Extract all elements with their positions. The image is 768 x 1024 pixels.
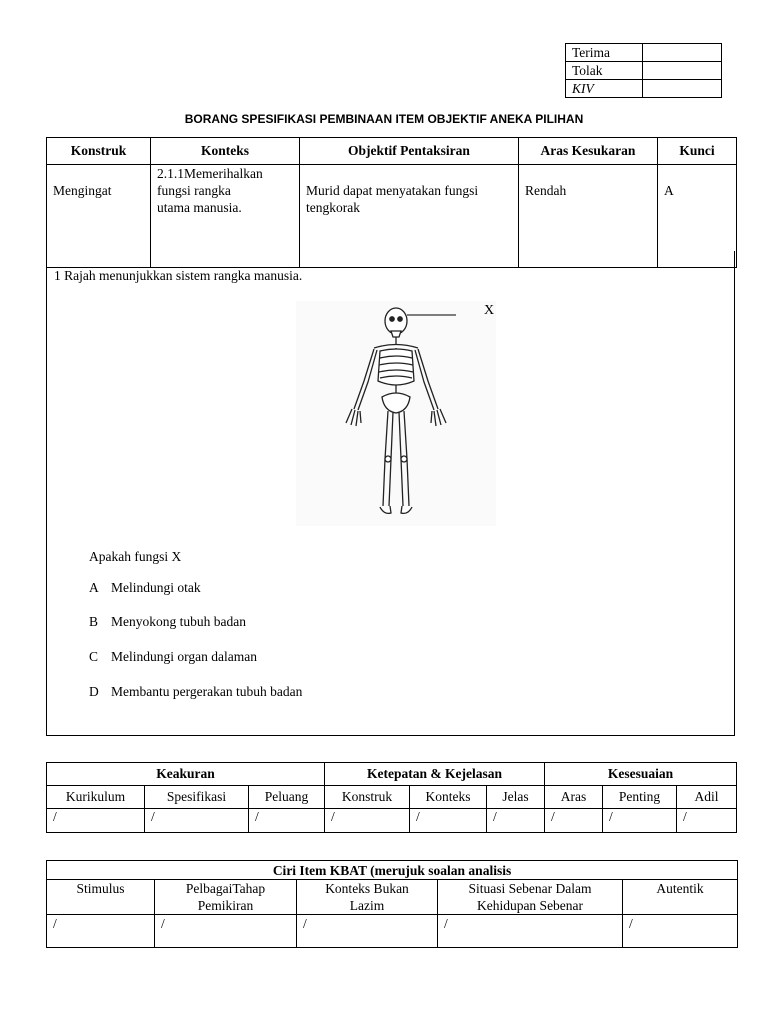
status-row-tolak <box>566 62 722 80</box>
option-c[interactable] <box>89 649 257 665</box>
kbat-col-tahap <box>155 880 297 915</box>
kbat-table <box>46 860 738 948</box>
status-row-kiv <box>566 80 722 98</box>
objektif-line: Murid dapat menyatakan fungsi <box>306 183 479 198</box>
cell-aras: Rendah <box>519 165 658 268</box>
mark-konstruk[interactable]: / <box>325 809 410 833</box>
kbat-col-line: Konteks Bukan <box>325 881 409 896</box>
mark-kurikulum[interactable]: / <box>47 809 145 833</box>
kbat-col-situasi <box>438 880 623 915</box>
question-stem: 1 Rajah menunjukkan sistem rangka manusia. <box>54 268 303 283</box>
status-check-tolak[interactable] <box>643 62 722 80</box>
header-kunci: Kunci <box>658 138 737 165</box>
option-text: Membantu pergerakan tubuh badan <box>111 684 303 699</box>
option-d[interactable] <box>89 684 302 700</box>
status-table <box>565 43 722 98</box>
review-column-row <box>47 786 737 809</box>
mark-jelas[interactable]: / <box>487 809 545 833</box>
skeleton-illustration <box>296 301 496 526</box>
skeleton-figure <box>296 301 496 526</box>
objektif-line: tengkorak <box>306 200 360 215</box>
kbat-mark-konteks[interactable]: / <box>297 915 438 948</box>
form-title: BORANG SPESIFIKASI PEMBINAAN ITEM OBJEKTIF ANEKA PILIHAN <box>184 112 584 126</box>
konteks-line: 2.1.1Memerihalkan <box>157 166 263 181</box>
mark-spesifikasi[interactable]: / <box>145 809 249 833</box>
kbat-col-line: Pemikiran <box>197 898 254 913</box>
kbat-col-line: Kehidupan Sebenar <box>476 898 584 913</box>
option-text: Menyokong tubuh badan <box>111 614 246 629</box>
col-aras: Aras <box>545 786 603 809</box>
status-label-kiv: KIV <box>566 80 643 98</box>
kbat-mark-situasi[interactable]: / <box>438 915 623 948</box>
status-label-tolak: Tolak <box>566 62 643 80</box>
group-keakuran: Keakuran <box>47 763 325 786</box>
col-adil: Adil <box>677 786 737 809</box>
kbat-mark-tahap[interactable]: / <box>155 915 297 948</box>
mark-adil[interactable]: / <box>677 809 737 833</box>
review-group-row <box>47 763 737 786</box>
spec-header-row <box>47 138 737 165</box>
kbat-mark-autentik[interactable]: / <box>623 915 738 948</box>
col-spesifikasi: Spesifikasi <box>145 786 249 809</box>
kbat-col-line: Lazim <box>349 898 385 913</box>
kbat-col-konteks <box>297 880 438 915</box>
option-text: Melindungi otak <box>111 580 201 595</box>
pointer-label-x: X <box>484 303 495 318</box>
question-box <box>46 251 735 736</box>
kbat-col-line: Situasi Sebenar Dalam <box>468 881 592 896</box>
cell-konstruk: Mengingat <box>47 165 151 268</box>
kbat-col-stimulus <box>47 880 155 915</box>
option-a[interactable] <box>89 580 201 596</box>
status-check-kiv[interactable] <box>643 80 722 98</box>
status-label-terima: Terima <box>566 44 643 62</box>
konteks-line: utama manusia. <box>157 200 242 215</box>
kbat-title-row <box>47 861 738 880</box>
status-row-terima <box>566 44 722 62</box>
question-ask: Apakah fungsi X <box>89 549 182 564</box>
kbat-mark-stimulus[interactable]: / <box>47 915 155 948</box>
mark-penting[interactable]: / <box>603 809 677 833</box>
mark-peluang[interactable]: / <box>249 809 325 833</box>
kbat-mark-row <box>47 915 738 948</box>
review-mark-row <box>47 809 737 833</box>
mark-aras[interactable]: / <box>545 809 603 833</box>
kbat-col-line: Autentik <box>656 881 704 896</box>
option-letter: B <box>89 614 99 629</box>
col-peluang: Peluang <box>249 786 325 809</box>
kbat-column-row <box>47 880 738 915</box>
header-konstruk: Konstruk <box>47 138 151 165</box>
group-ketepatan: Ketepatan & Kejelasan <box>325 763 545 786</box>
col-jelas: Jelas <box>487 786 545 809</box>
option-letter: C <box>89 649 99 664</box>
option-b[interactable] <box>89 614 246 630</box>
option-letter: A <box>89 580 99 595</box>
cell-kunci: A <box>658 165 737 268</box>
kbat-title: Ciri Item KBAT (merujuk soalan analisis <box>47 861 738 880</box>
col-kurikulum: Kurikulum <box>47 786 145 809</box>
header-aras: Aras Kesukaran <box>519 138 658 165</box>
kbat-col-line: Stimulus <box>76 881 125 896</box>
spec-table <box>46 137 737 268</box>
kbat-col-autentik <box>623 880 738 915</box>
status-check-terima[interactable] <box>643 44 722 62</box>
konteks-line: fungsi rangka <box>157 183 231 198</box>
kbat-col-line: PelbagaiTahap <box>185 881 266 896</box>
review-table <box>46 762 737 833</box>
mark-konteks[interactable]: / <box>410 809 487 833</box>
group-kesesuaian: Kesesuaian <box>545 763 737 786</box>
option-text: Melindungi organ dalaman <box>111 649 257 664</box>
col-penting: Penting <box>603 786 677 809</box>
col-konteks: Konteks <box>410 786 487 809</box>
header-objektif: Objektif Pentaksiran <box>300 138 519 165</box>
option-letter: D <box>89 684 99 699</box>
col-konstruk: Konstruk <box>325 786 410 809</box>
header-konteks: Konteks <box>151 138 300 165</box>
